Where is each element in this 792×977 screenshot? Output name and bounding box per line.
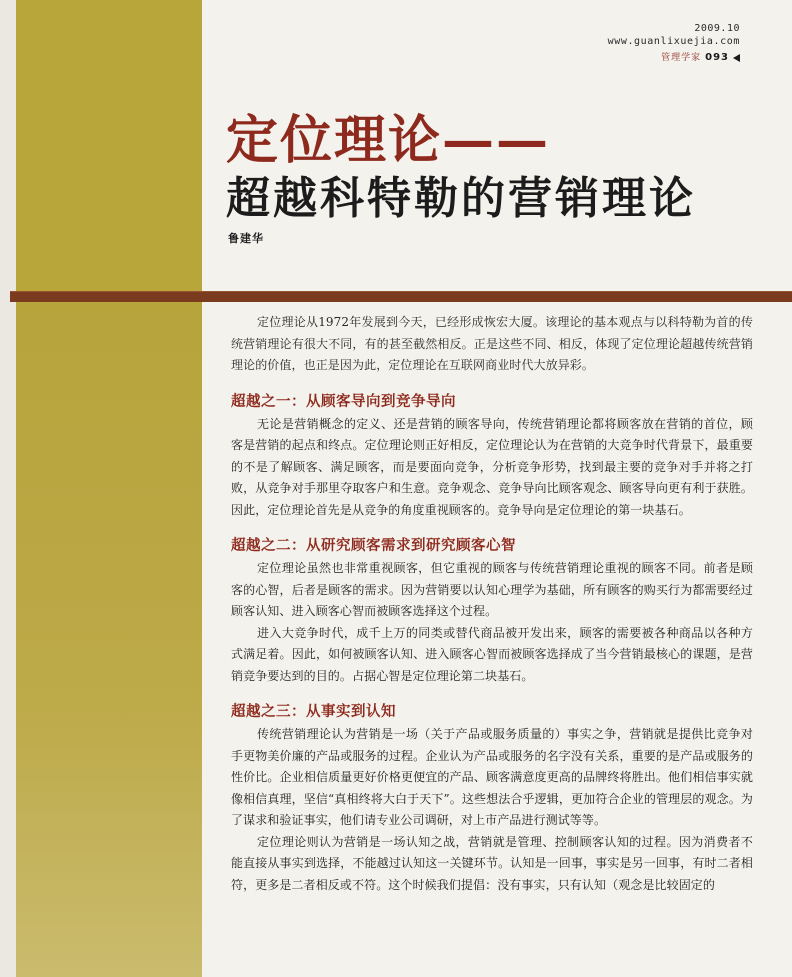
section-3-paragraph-2: 定位理论则认为营销是一场认知之战，营销就是管理、控制顾客认知的过程。因为消费者不能直接从事实到选择，不能越过认知这一关键环节。认知是一回事，事实是另一回事，有时二者相符，更多是二者相反或不符。这个时候我们提倡：没有事实，只有认知（观念是比较固定的	[231, 834, 753, 892]
magazine-line	[608, 51, 740, 65]
section-heading-3: 超越之三：从事实到认知	[231, 703, 396, 720]
section-2-paragraph-2: 进入大竞争时代，成千上万的同类或替代商品被开发出来，顾客的需要被各种商品以各种方式满足着。因此，如何被顾客认知、进入顾客心智而被顾客选择成了当今营销最核心的课题，是营销竞争要达到的目的。占据心智是定位理论第二块基石。	[231, 625, 753, 683]
page-number: 093	[705, 52, 729, 63]
section-2-paragraph-1: 定位理论虽然也非常重视顾客，但它重视的顾客与传统营销理论重视的顾客不同。前者是顾客的心智，后者是顾客的需求。因为营销要以认知心理学为基础，所有顾客的购买行为都需要经过顾客认知、进入顾客心智而被顾客选择这个过程。	[231, 561, 753, 618]
article-title-sub: 超越科特勒的营销理论	[226, 173, 696, 224]
article-author: 鲁建华	[228, 232, 264, 245]
page-arrow-icon	[733, 54, 740, 62]
olive-side-band-shade	[16, 302, 202, 977]
website-url: www.guanlixuejia.com	[607, 36, 740, 47]
article-title-main: 定位理论——	[226, 110, 551, 171]
issue-date: 2009.10	[694, 23, 740, 34]
section-heading-2: 超越之二：从研究顾客需求到研究顾客心智	[231, 537, 516, 554]
lead-paragraph: 定位理论从1972年发展到今天，已经形成恢宏大厦。该理论的基本观点与以科特勒为首的传统营销理论有很大不同，有的甚至截然相反。正是这些不同、相反，体现了定位理论超越传统营销理论的价值，也正是因为此，定位理论在互联网商业时代大放异彩。	[231, 315, 753, 372]
section-divider-bar	[10, 292, 792, 302]
article-body	[231, 312, 753, 896]
page-gutter	[0, 0, 16, 977]
section-3-paragraph-1: 传统营销理论认为营销是一场（关于产品或服务质量的）事实之争，营销就是提供比竞争对手更物美价廉的产品或服务的过程。企业认为产品或服务的名字没有关系，重要的是产品或服务的性价比。企业相信质量更好价格更便宜的产品、顾客满意度更高的品牌终将胜出。他们相信事实就像相信真理，坚信“真相终将大白于天下”。这些想法合乎逻辑，更加符合企业的管理层的观念。为了谋求和验证事实，他们请专业公司调研，对上市产品进行测试等等。	[231, 727, 753, 827]
section-1-paragraph-1: 无论是营销概念的定义、还是营销的顾客导向，传统营销理论都将顾客放在营销的首位，顾客是营销的起点和终点。定位理论则正好相反，定位理论认为在营销的大竞争时代背景下，最重要的不是了解顾客、满足顾客，而是要面向竞争，分析竞争形势，找到最主要的竞争对手并将之打败，从竞争对手那里夺取客户和生意。竞争观念、竞争导向比顾客观念、顾客导向更有利于获胜。因此，定位理论首先是从竞争的角度重视顾客的。竞争导向是定位理论的第一块基石。	[231, 416, 753, 517]
section-heading-1: 超越之一：从顾客导向到竞争导向	[231, 392, 456, 410]
page-header	[608, 22, 740, 65]
magazine-name: 管理学家	[661, 53, 702, 63]
